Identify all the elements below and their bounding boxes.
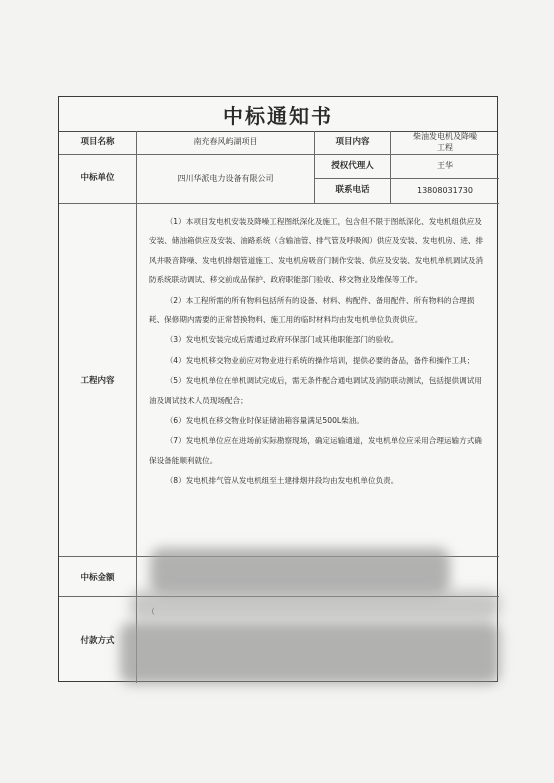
work-item: （5）发电机单位在单机调试完成后，需无条件配合通电调试及消防联动测试，包括提供调试用油及调试技术人员现场配合； [149,376,482,405]
agent-label: 授权代理人 [315,155,391,179]
work-item: （4）发电机移交物业前应对物业进行系统的操作培训，提供必要的备品，备件和操作工具； [165,355,475,365]
redaction-blur [130,590,500,620]
project-content-value: 柴油发电机及降噪工程 [391,131,499,155]
bidder-label: 中标单位 [59,155,137,204]
work-content-label: 工程内容 [59,204,137,557]
payment-label: 付款方式 [59,597,137,683]
work-item: （8）发电机排气管从发电机组至土建排烟井段均由发电机单位负责。 [165,476,399,486]
work-item: （6）发电机在移交物业时保证储油箱容量满足500L柴油。 [165,416,364,426]
work-item: （7）发电机单位应在进场前实际勘察现场，确定运输通道，发电机单位应采用合理运输方式确保设备能顺利就位。 [149,436,482,465]
document-title: 中标通知书 [59,97,497,132]
amount-label: 中标金额 [59,557,137,597]
work-content-body [137,204,499,557]
project-name-label: 项目名称 [59,131,137,155]
bidder-value: 四川华派电力设备有限公司 [137,155,315,204]
project-content-label: 项目内容 [315,131,391,155]
agent-value: 王华 [391,155,499,179]
work-item: （1）本项目发电机安装及降噪工程图纸深化及施工，包含但不限于图纸深化、发电机组供应及安装、储油箱供应及安装、油路系统（含输油管、排气管及呼吸阀）供应及安装、发电机房、进、排风井吸音降噪、发电机排烟管道施工、发电机房吸音门制作安装、供应及安装、发电机单机调试及消防系统联动调试、移交前成品保护、政府职能部门验收、移交物业及维保等工作。 [149,217,484,285]
project-name-value: 南充春风屿湖项目 [137,131,315,155]
redaction-blur [150,548,450,594]
phone-value: 13808031730 [391,179,499,204]
phone-label: 联系电话 [315,179,391,204]
work-item: （3）发电机安装完成后需通过政府环保部门或其他职能部门的验收。 [165,335,399,345]
work-item: （2）本工程所需的所有物料包括所有的设备、材料、构配件、备用配件、所有物料的合理损耗、保修期内需要的正常替换物料、施工用的临时材料均由发电机单位负责供应。 [149,295,475,325]
redaction-blur [120,622,500,684]
